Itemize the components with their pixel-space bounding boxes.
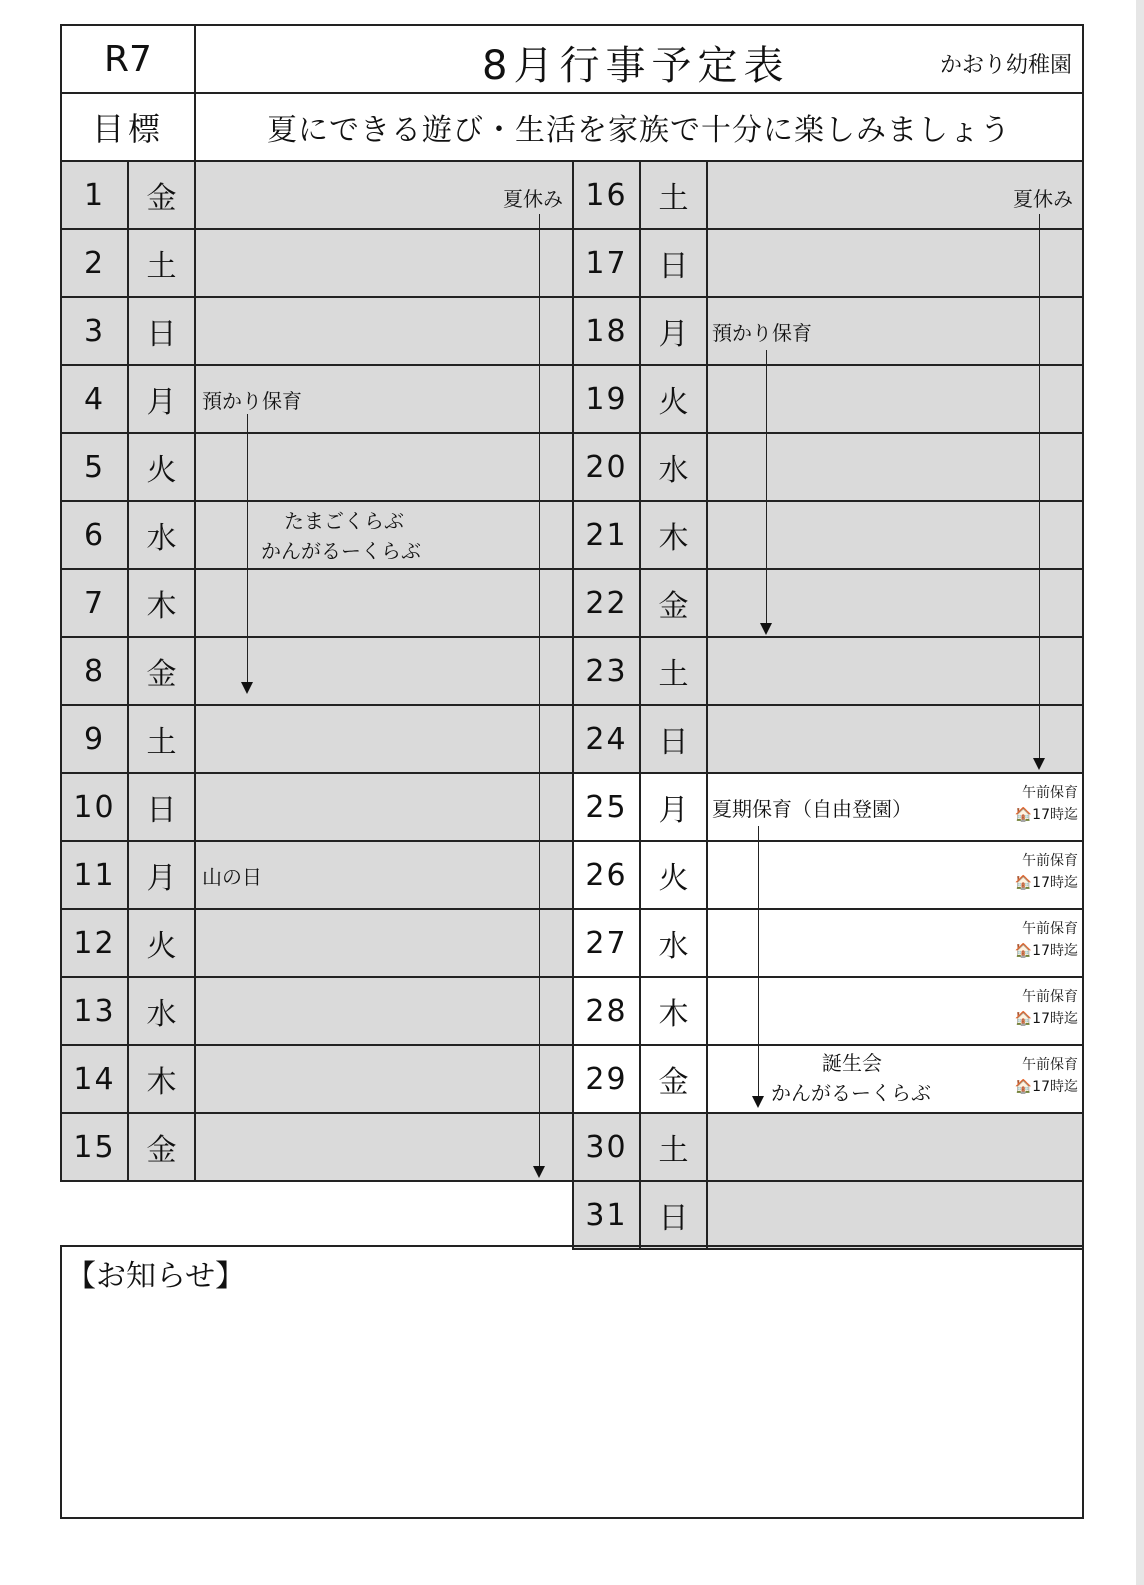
weekday: 水 [639, 432, 708, 502]
day-number: 21 [572, 500, 641, 570]
weekday: 水 [127, 976, 196, 1046]
day-number: 2 [60, 228, 129, 298]
weekday: 木 [639, 500, 708, 570]
event-cell [194, 296, 574, 366]
day-number: 30 [572, 1112, 641, 1182]
weekday: 日 [127, 772, 196, 842]
day-number: 4 [60, 364, 129, 434]
event-cell [706, 228, 1084, 298]
event-cell [194, 432, 574, 502]
year-cell [60, 24, 196, 94]
weekday: 金 [127, 1112, 196, 1182]
weekday: 金 [127, 160, 196, 230]
day-number: 29 [572, 1044, 641, 1114]
day-number: 22 [572, 568, 641, 638]
day-number: 23 [572, 636, 641, 706]
kangaroo-club-right-label: かんがるーくらぶ [771, 1081, 931, 1105]
summer-break-right-arrowhead [1033, 758, 1045, 770]
childcare-left-arrow-line [247, 414, 248, 684]
goal-label-cell [60, 92, 196, 162]
morning-care-note [1015, 850, 1078, 894]
day-number: 24 [572, 704, 641, 774]
weekday: 水 [127, 500, 196, 570]
day-number: 28 [572, 976, 641, 1046]
weekday: 日 [639, 228, 708, 298]
day-number: 1 [60, 160, 129, 230]
event-cell [706, 432, 1084, 502]
weekday: 金 [127, 636, 196, 706]
weekday: 月 [127, 840, 196, 910]
summer-break-left-arrowhead [533, 1166, 545, 1178]
day-number: 19 [572, 364, 641, 434]
goal-text-cell [194, 92, 1084, 162]
summer-break-left-arrow-line [539, 214, 540, 1169]
day-number: 6 [60, 500, 129, 570]
weekday: 木 [127, 1044, 196, 1114]
goal-text: 夏にできる遊び・生活を家族で十分に楽しみましょう [267, 113, 1011, 148]
event-cell [706, 704, 1084, 774]
childcare-left-label: 預かり保育 [202, 389, 302, 413]
weekday: 水 [639, 908, 708, 978]
mountain-day-label: 山の日 [202, 865, 262, 889]
weekday: 日 [639, 704, 708, 774]
day-number: 17 [572, 228, 641, 298]
until-17-label: 🏠17時迄 [1014, 875, 1078, 891]
day-number: 7 [60, 568, 129, 638]
event-cell [194, 568, 574, 638]
day-number: 10 [60, 772, 129, 842]
year-label: R7 [104, 38, 152, 80]
event-cell [706, 500, 1084, 570]
morning-care-note [1015, 782, 1078, 826]
until-17-label: 🏠17時迄 [1014, 807, 1078, 823]
morning-care-note [1015, 986, 1078, 1030]
until-17-label: 🏠17時迄 [1014, 1011, 1078, 1027]
day-number: 18 [572, 296, 641, 366]
event-cell [706, 1180, 1084, 1250]
day-number: 13 [60, 976, 129, 1046]
weekday: 日 [639, 1180, 708, 1250]
weekday: 土 [639, 636, 708, 706]
summer-childcare-arrow-line [758, 826, 759, 1098]
weekday: 土 [639, 1112, 708, 1182]
morning-care-note [1015, 918, 1078, 962]
day-number: 26 [572, 840, 641, 910]
event-cell [706, 1112, 1084, 1182]
morning-care-note [1015, 1054, 1078, 1098]
weekday: 月 [639, 296, 708, 366]
weekday: 木 [127, 568, 196, 638]
morning-care-label: 午前保育 [1022, 989, 1078, 1005]
notice-title: 【お知らせ】 [66, 1259, 246, 1294]
until-17-label: 🏠17時迄 [1014, 1079, 1078, 1095]
day-number: 8 [60, 636, 129, 706]
day-number: 12 [60, 908, 129, 978]
childcare-right-label: 預かり保育 [712, 321, 812, 345]
weekday: 土 [127, 228, 196, 298]
event-cell [706, 364, 1084, 434]
day-number: 14 [60, 1044, 129, 1114]
weekday: 金 [639, 568, 708, 638]
day-number: 5 [60, 432, 129, 502]
morning-care-label: 午前保育 [1022, 853, 1078, 869]
weekday: 月 [127, 364, 196, 434]
event-cell [194, 772, 574, 842]
day-number: 16 [572, 160, 641, 230]
day-number: 25 [572, 772, 641, 842]
tamago-club-label: たまごくらぶ [284, 509, 404, 533]
weekday: 金 [639, 1044, 708, 1114]
event-cell [194, 228, 574, 298]
birthday-label: 誕生会 [822, 1051, 882, 1075]
event-cell [194, 976, 574, 1046]
weekday: 土 [639, 160, 708, 230]
day-number: 11 [60, 840, 129, 910]
day-number: 31 [572, 1180, 641, 1250]
day-number: 9 [60, 704, 129, 774]
day-number: 27 [572, 908, 641, 978]
summer-break-left-label: 夏休み [503, 187, 563, 211]
childcare-right-arrowhead [760, 623, 772, 635]
morning-care-label: 午前保育 [1022, 1057, 1078, 1073]
summer-break-right-arrow-line [1039, 214, 1040, 760]
page-title: 8月行事予定表 [482, 43, 790, 89]
summer-break-right-label: 夏休み [1013, 187, 1073, 211]
weekday: 土 [127, 704, 196, 774]
morning-care-label: 午前保育 [1022, 785, 1078, 801]
event-cell [194, 1044, 574, 1114]
scroll-edge [1136, 0, 1144, 1585]
until-17-label: 🏠17時迄 [1014, 943, 1078, 959]
notice-box [60, 1245, 1084, 1519]
event-cell [706, 636, 1084, 706]
kangaroo-club-left-label: かんがるーくらぶ [261, 539, 421, 563]
weekday: 日 [127, 296, 196, 366]
event-cell [194, 1112, 574, 1182]
morning-care-label: 午前保育 [1022, 921, 1078, 937]
weekday: 火 [639, 364, 708, 434]
day-number: 20 [572, 432, 641, 502]
childcare-right-arrow-line [766, 350, 767, 625]
summer-childcare-label: 夏期保育（自由登園） [712, 797, 912, 821]
school-name: かおり幼稚園 [939, 53, 1072, 78]
summer-childcare-arrowhead [752, 1096, 764, 1108]
event-cell [194, 908, 574, 978]
weekday: 火 [127, 432, 196, 502]
weekday: 火 [127, 908, 196, 978]
day-number: 3 [60, 296, 129, 366]
weekday: 月 [639, 772, 708, 842]
childcare-left-arrowhead [241, 682, 253, 694]
title-cell [194, 24, 1084, 94]
weekday: 火 [639, 840, 708, 910]
event-cell [194, 636, 574, 706]
event-cell [194, 704, 574, 774]
day-number: 15 [60, 1112, 129, 1182]
weekday: 木 [639, 976, 708, 1046]
goal-label: 目標 [91, 110, 164, 148]
